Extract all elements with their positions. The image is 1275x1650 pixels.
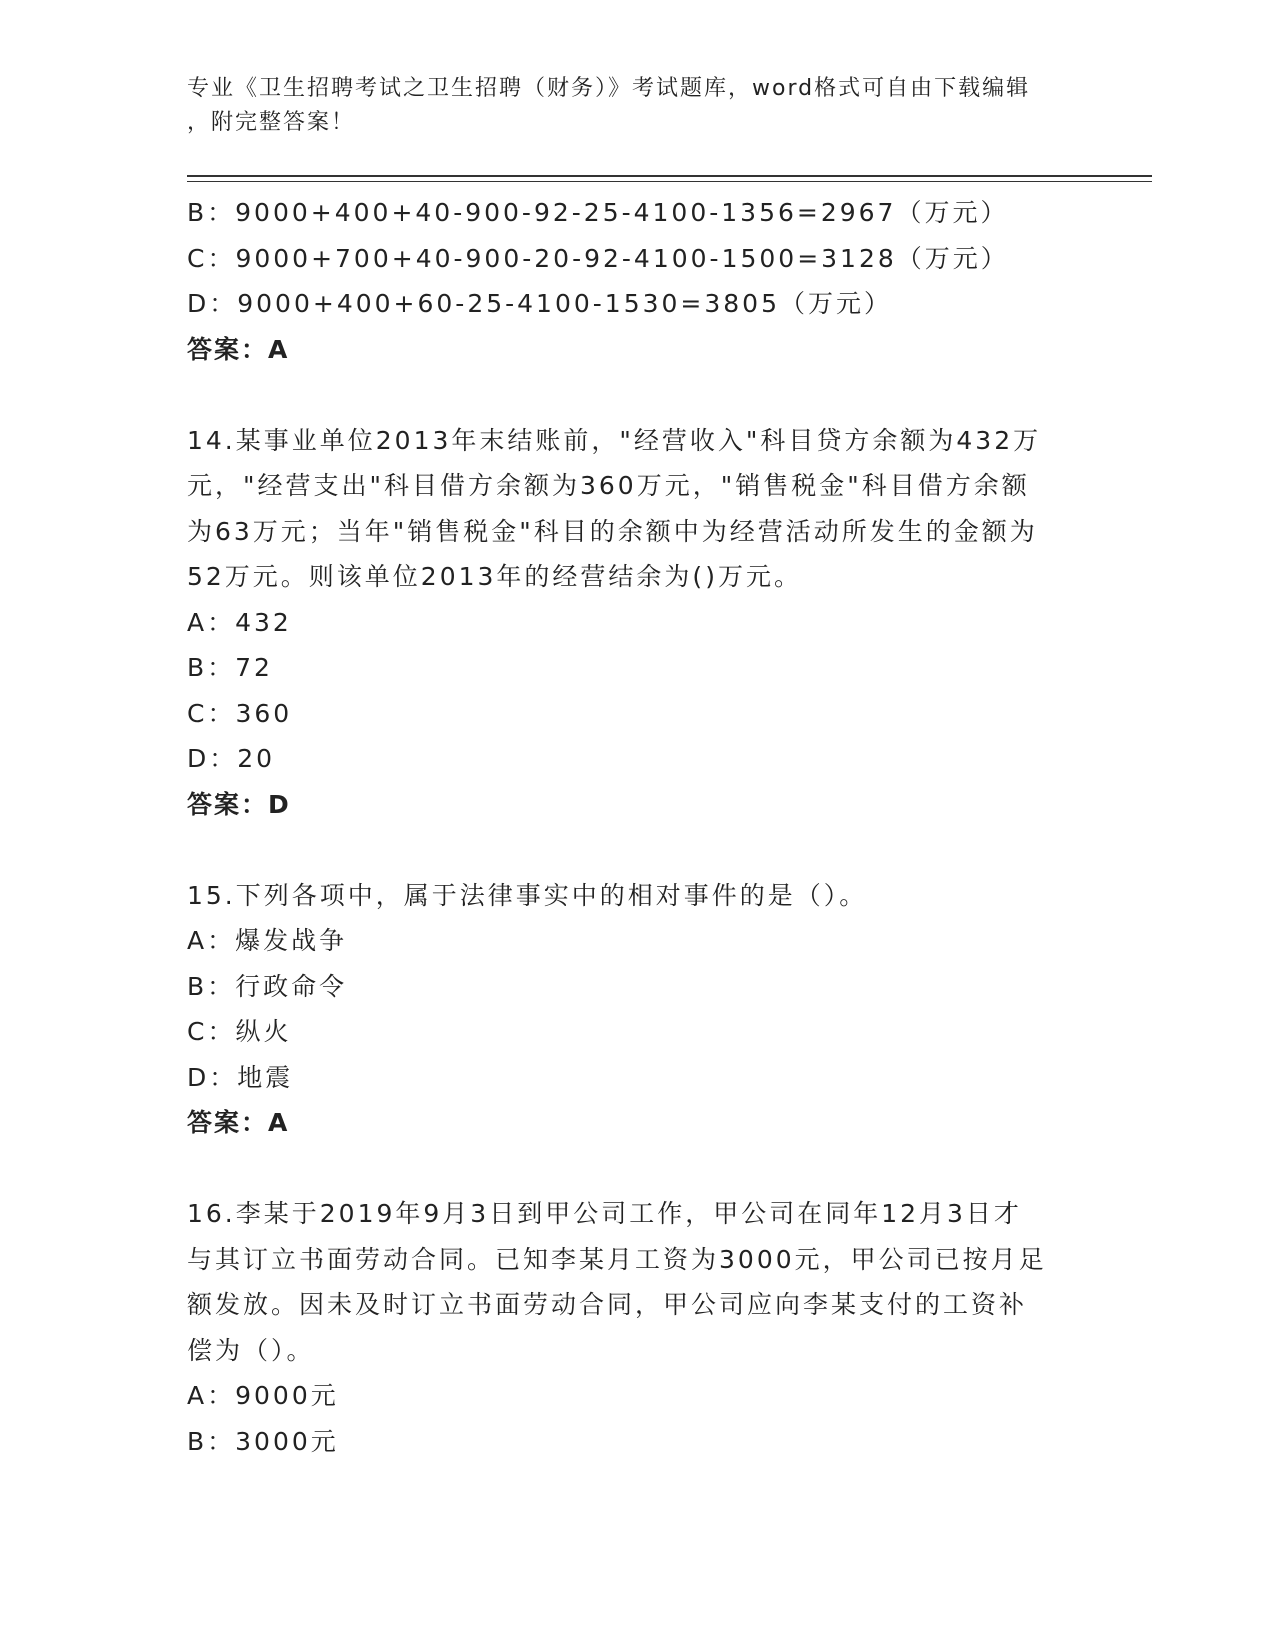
option-b: B：9000+400+40-900-92-25-4100-1356=2967（万元） <box>187 198 1009 227</box>
header-line-2: ，附完整答案！ <box>187 110 356 135</box>
question-stem-line: 额发放。因未及时订立书面劳动合同，甲公司应向李某支付的工资补 <box>187 1290 1028 1319</box>
question-stem-line: 14.某事业单位2013年末结账前，"经营收入"科目贷方余额为432万 <box>187 425 1042 455</box>
header-rule-thick <box>187 175 1152 177</box>
question-content <box>187 190 1087 1464</box>
answer: 答案：A <box>187 1108 290 1137</box>
option-d: D：地震 <box>187 1062 294 1092</box>
question-14 <box>187 418 1087 828</box>
question-stem-line: 元，"经营支出"科目借方余额为360万元，"销售税金"科目借方余额 <box>187 471 1030 500</box>
document-header <box>187 72 1087 140</box>
spacer <box>187 372 1087 418</box>
spacer <box>187 827 1087 873</box>
option-c: C：纵火 <box>187 1017 292 1046</box>
option-b: B：行政命令 <box>187 971 348 1001</box>
option-a: A：432 <box>187 607 292 637</box>
option-a: A：爆发战争 <box>187 926 348 955</box>
option-d: D：20 <box>187 744 276 773</box>
answer: 答案：A <box>187 334 290 364</box>
question-stem-line: 与其订立书面劳动合同。已知李某月工资为3000元，甲公司已按月足 <box>187 1244 1047 1274</box>
prev-question <box>187 190 1087 372</box>
answer: 答案：D <box>187 789 291 819</box>
option-b: B：72 <box>187 653 273 682</box>
header-line-1: 专业《卫生招聘考试之卫生招聘（财务）》考试题库，word格式可自由下载编辑 <box>187 76 1031 101</box>
question-15 <box>187 873 1087 1146</box>
question-stem-line: 16.李某于2019年9月3日到甲公司工作，甲公司在同年12月3日才 <box>187 1199 1022 1228</box>
question-stem-line: 为63万元；当年"销售税金"科目的余额中为经营活动所发生的金额为 <box>187 516 1038 546</box>
question-stem-line: 偿为（）。 <box>187 1335 315 1365</box>
question-stem-line: 15.下列各项中，属于法律事实中的相对事件的是（）。 <box>187 880 868 910</box>
spacer <box>187 1146 1087 1192</box>
question-16 <box>187 1191 1087 1464</box>
question-stem-line: 52万元。则该单位2013年的经营结余为()万元。 <box>187 562 802 591</box>
header-rule-thin <box>187 181 1152 182</box>
option-c: C：360 <box>187 698 293 728</box>
option-a: A：9000元 <box>187 1381 339 1410</box>
option-c: C：9000+700+40-900-20-92-4100-1500=3128（万元） <box>187 243 1009 273</box>
option-d: D：9000+400+60-25-4100-1530=3805（万元） <box>187 289 892 318</box>
option-b: B：3000元 <box>187 1426 339 1456</box>
